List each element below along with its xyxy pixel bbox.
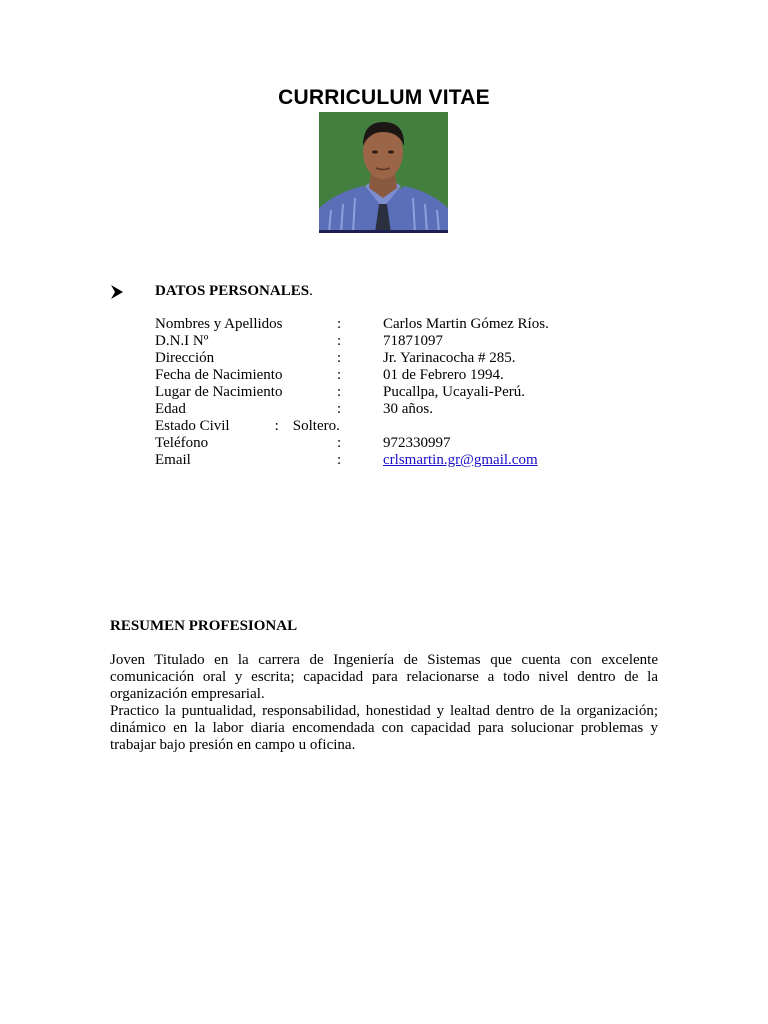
field-separator: : [274, 418, 279, 434]
portrait-photo [319, 112, 448, 233]
field-separator: : [337, 384, 342, 400]
field-separator: : [337, 367, 342, 383]
field-separator: : [337, 333, 342, 349]
field-value: Carlos Martin Gómez Ríos. [383, 316, 549, 332]
field-separator: : [337, 435, 342, 451]
field-separator: : [337, 316, 342, 332]
resumen-paragraph-2: Practico la puntualidad, responsabilidad, honestidad y lealtad dentro de la organización; dinámico en la labor diaria encomendada con capacidad para solucionar problemas y trabajar bajo presión en campo u oficina. [110, 703, 658, 753]
row-telefono [155, 435, 675, 452]
personal-data-list [155, 316, 675, 469]
field-value: 71871097 [383, 333, 443, 349]
datos-personales-label [155, 283, 313, 300]
field-label: Dirección [155, 350, 215, 366]
field-label: Nombres y Apellidos [155, 316, 283, 332]
document-title: CURRICULUM VITAE [278, 86, 490, 109]
field-label: Lugar de Nacimiento [155, 384, 283, 400]
resumen-profesional-heading: RESUMEN PROFESIONAL [110, 618, 298, 634]
field-label: Email [155, 452, 191, 468]
datos-personales-text: DATOS PERSONALES [155, 283, 310, 299]
field-separator: : [337, 350, 342, 366]
row-edad [155, 401, 675, 418]
datos-personales-suffix: . [309, 283, 313, 299]
field-value: 01 de Febrero 1994. [383, 367, 504, 383]
resumen-profesional-body [110, 652, 658, 754]
arrowhead-bullet-icon [110, 284, 126, 300]
field-label: Teléfono [155, 435, 209, 451]
row-nombres [155, 316, 675, 333]
field-label: Fecha de Nacimiento [155, 367, 283, 383]
field-value: Jr. Yarinacocha # 285. [383, 350, 516, 366]
row-lugar-nacimiento [155, 384, 675, 401]
datos-personales-heading [110, 283, 670, 303]
field-label: Edad [155, 401, 186, 417]
row-estado-civil [155, 418, 675, 435]
row-dni [155, 333, 675, 350]
field-value: Pucallpa, Ucayali-Perú. [383, 384, 526, 400]
field-value: 30 años. [383, 401, 433, 417]
row-fecha-nacimiento [155, 367, 675, 384]
field-separator: : [337, 401, 342, 417]
portrait-photo-graphic [319, 112, 448, 233]
email-link[interactable]: crlsmartin.gr@gmail.com [383, 452, 538, 468]
field-label: D.N.I Nº [155, 333, 209, 349]
resumen-paragraph-1: Joven Titulado en la carrera de Ingeniería de Sistemas que cuenta con excelente comunicación oral y escrita; capacidad para relacionarse a todo nivel dentro de la organización empresarial. [110, 652, 658, 702]
field-label: Estado Civil [155, 418, 230, 434]
field-value: Soltero. [292, 418, 340, 434]
row-email [155, 452, 675, 469]
field-separator: : [337, 452, 342, 468]
row-direccion [155, 350, 675, 367]
field-value: 972330997 [383, 435, 451, 451]
